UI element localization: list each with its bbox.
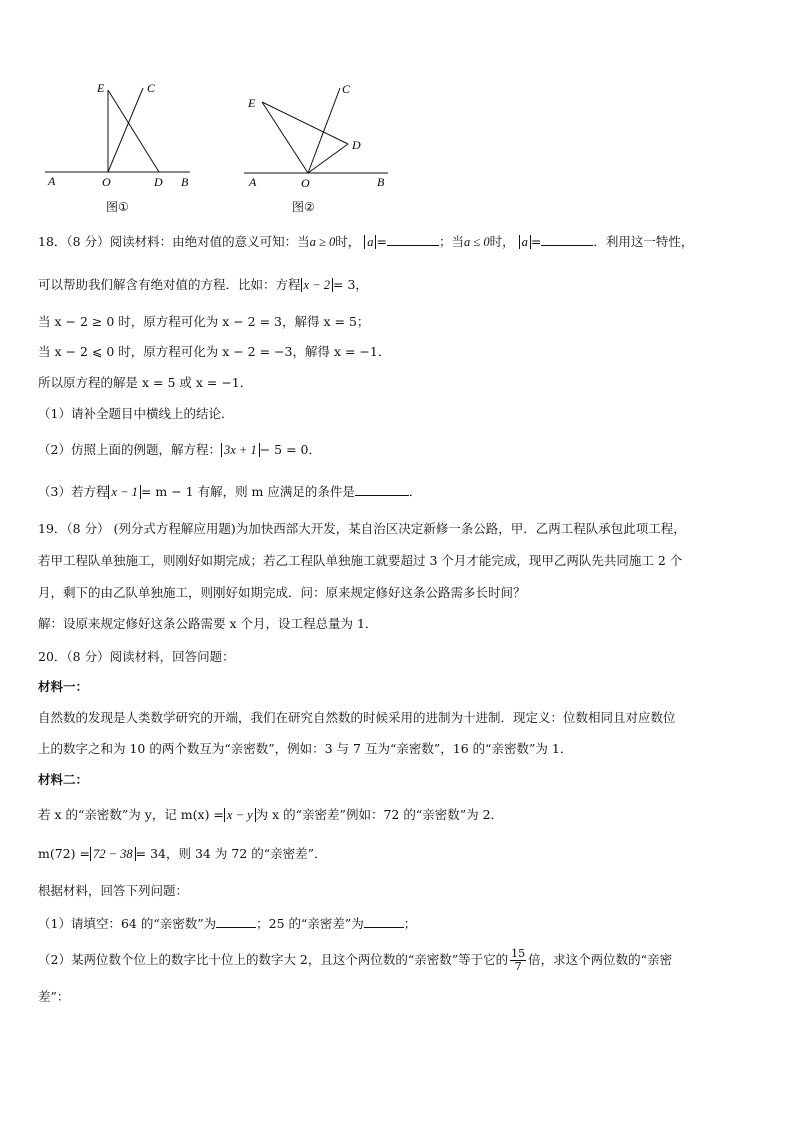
material-1-heading: 材料一： [38, 679, 89, 694]
label-a: A [48, 174, 56, 188]
q20-text-1: 自然数的发现是人类数学研究的开端，我们在研究自然数的时候采用的进制为十进制．现定义：位数相同且对应数位 [38, 710, 676, 725]
q19-line-2: 若甲工程队单独施工，则刚好如期完成；若乙工程队单独施工就要超过 3 个月才能完成，现甲乙两队先共同施工 2 个 [38, 553, 683, 568]
label-c: C [342, 82, 351, 96]
q19-line-3: 月，剩下的由乙队单独施工，则刚好如期完成．问：原来规定修好这条公路需多长时间？ [38, 585, 526, 600]
figure-2 [240, 78, 400, 196]
q20-text-2: 上的数字之和为 10 的两个数互为“亲密数”，例如：3 与 7 互为“亲密数”，16 的“亲密数”为 1． [38, 741, 573, 756]
label-b: B [377, 175, 385, 189]
q20-text-5: 根据材料，回答下列问题： [38, 883, 189, 898]
material-2-heading: 材料二： [38, 772, 89, 787]
label-o: O [102, 175, 111, 189]
label-o: O [301, 176, 310, 190]
ray-oc [308, 88, 340, 173]
q18-part-1: （1）请补全题目中横线上的结论． [38, 406, 234, 421]
figure-1 [40, 78, 200, 196]
answer-blank[interactable] [387, 233, 439, 246]
q18-line-2: 可以帮助我们解含有绝对值的方程．比如：方程 x − 2 = 3， [38, 277, 368, 292]
label-b: B [181, 175, 189, 189]
label-d: D [352, 138, 361, 152]
q20-part-1: （1）请填空：64 的“亲密数”为 ；25 的“亲密差”为 ； [38, 916, 417, 931]
q18-part-2: （2）仿照上面的例题，解方程： 3x + 1 − 5 = 0． [38, 442, 321, 457]
segment-oe [262, 102, 308, 173]
q20-text-3: 若 x 的“亲密数”为 y，记 m(x) = x − y 为 x 的“亲密差”例如：72 的“亲密数”为 2． [38, 807, 504, 822]
q20-part-2: （2）某两位数个位上的数字比十位上的数字大 2，且这个两位数的“亲密数”等于它的 $\frac{15}{7}$ 倍，求这个两位数的“亲密 [38, 947, 673, 973]
fraction: $\frac{15}{7}$ [511, 947, 526, 973]
segment-ed [262, 102, 348, 144]
label-c: C [147, 81, 156, 95]
segment-od [308, 144, 348, 173]
label-a: A [249, 175, 257, 189]
answer-blank[interactable] [355, 483, 409, 496]
q18-line-5: 所以原方程的解是 x = 5 或 x = −1． [38, 375, 253, 390]
label-e: E [97, 81, 105, 95]
q18-line-4: 当 x − 2 ⩽ 0 时，原方程可化为 x − 2 = −3，解得 x = −1． [38, 344, 391, 359]
ray-oc [108, 88, 143, 172]
q20-text-4: m(72) = 72 − 38 = 34，则 34 为 72 的“亲密差”． [38, 846, 327, 861]
q19-line-1: 19．（8 分） (列分式方程解应用题)为加快西部大开发，某自治区决定新修一条公路，甲．乙两工程队承包此项工程， [38, 521, 686, 536]
q20-part-2-cont: 差”： [38, 989, 70, 1004]
q19-line-4: 解：设原来规定修好这条公路需要 x 个月，设工程总量为 1． [38, 616, 378, 631]
answer-blank[interactable] [364, 915, 404, 928]
segment-ed [108, 90, 159, 172]
figure-1-caption: 图① [106, 200, 129, 214]
q18-part-3: （3）若方程 x − 1 = m − 1 有解，则 m 应满足的条件是 ． [38, 484, 422, 499]
q18-line-1: 18．（8 分）阅读材料：由绝对值的意义可知：当a ≥ 0时， a = ；当a ≤ 0时， a = ．利用这一特性， [38, 234, 694, 249]
q20-line-1: 20．（8 分）阅读材料，回答问题： [38, 649, 235, 664]
label-e: E [248, 96, 256, 110]
label-d: D [154, 175, 163, 189]
answer-blank[interactable] [216, 915, 256, 928]
figure-2-caption: 图② [292, 200, 315, 214]
q18-line-3: 当 x − 2 ≥ 0 时，原方程可化为 x − 2 = 3，解得 x = 5； [38, 314, 370, 329]
answer-blank[interactable] [541, 233, 593, 246]
